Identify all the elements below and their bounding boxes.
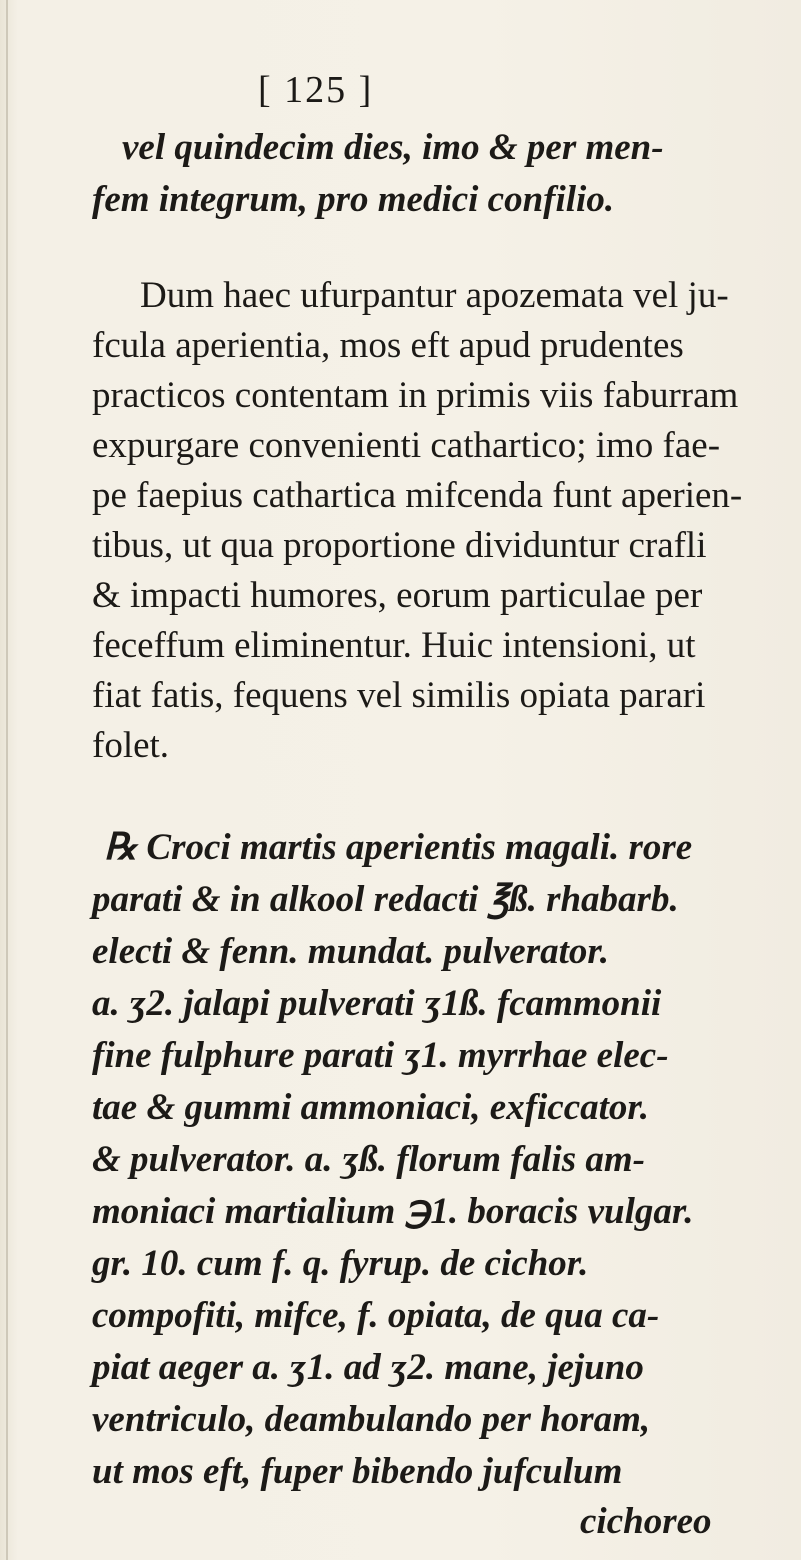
intro-line: vel quindecim dies, imo & per men-	[122, 127, 664, 168]
paragraph-line: feceffum eliminentur. Huic intensioni, ut	[92, 625, 696, 666]
prescription-line: ℞ Croci martis aperientis magali. rore	[104, 827, 693, 868]
prescription-line: fine fulphure parati ʒ1. myrrhae elec-	[92, 1035, 669, 1076]
paragraph-line: fcula aperientia, mos eft apud prudentes	[92, 325, 684, 366]
paragraph-line: tibus, ut qua proportione dividuntur crafli	[92, 525, 707, 566]
prescription-line: ventriculo, deambulando per horam,	[92, 1399, 651, 1440]
paragraph-line: folet.	[92, 725, 170, 766]
paragraph-line: & impacti humores, eorum particulae per	[92, 575, 703, 616]
prescription-line: moniaci martialium ℈1. boracis vulgar.	[92, 1191, 694, 1232]
prescription-line: electi & fenn. mundat. pulverator.	[92, 931, 609, 972]
prescription-line: compofiti, mifce, f. opiata, de qua ca-	[92, 1295, 660, 1336]
intro-line: fem integrum, pro medici confilio.	[92, 179, 615, 220]
paragraph-line: practicos contentam in primis viis faburram	[92, 375, 739, 416]
page-gutter-edge	[6, 0, 8, 1560]
prescription-line: tae & gummi ammoniaci, exficcator.	[92, 1087, 650, 1128]
prescription-line: a. ʒ2. jalapi pulverati ʒ1ß. fcammonii	[92, 983, 662, 1024]
prescription-line: parati & in alkool redacti ℥ß. rhabarb.	[92, 879, 679, 920]
paragraph-line: Dum haec ufurpantur apozemata vel ju-	[140, 275, 729, 316]
catchword: cichoreo	[580, 1501, 712, 1542]
prescription-line: & pulverator. a. ʒß. florum falis am-	[92, 1139, 645, 1180]
prescription-line: ut mos eft, fuper bibendo jufculum	[92, 1451, 623, 1492]
prescription-line: gr. 10. cum f. q. fyrup. de cichor.	[92, 1243, 589, 1284]
prescription-line: piat aeger a. ʒ1. ad ʒ2. mane, jejuno	[92, 1347, 644, 1388]
paragraph-line: pe faepius cathartica mifcenda funt aperien-	[92, 475, 743, 516]
paragraph-line: expurgare convenienti cathartico; imo fae-	[92, 425, 721, 466]
paragraph-line: fiat fatis, fequens vel similis opiata parari	[92, 675, 706, 716]
page-number: [ 125 ]	[258, 69, 374, 111]
